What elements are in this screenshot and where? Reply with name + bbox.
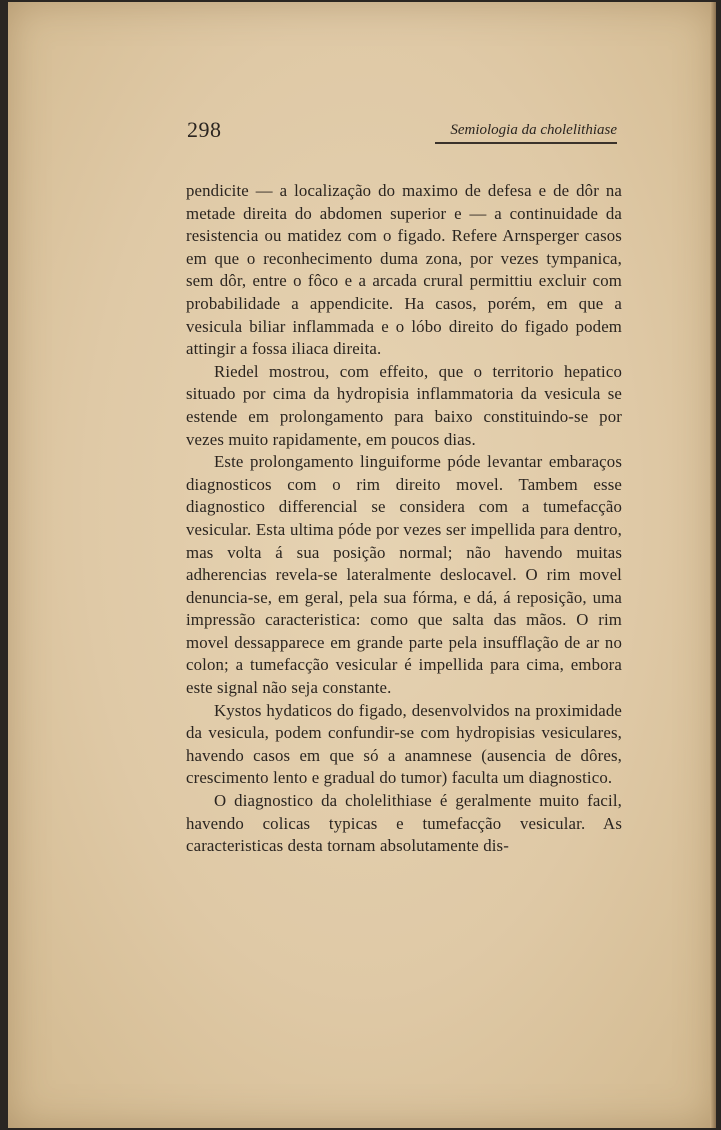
paragraph-3: Este prolongamento linguiforme póde levantar embaraços diagnosticos com o rim direito movel. Tambem esse diagnostico differencial se considera com a tumefacção vesicular. Esta ultima póde por vezes ser impellida para dentro, mas volta á sua posição normal; não havendo muitas adherencias revela-se lateralmente deslocavel. O rim movel denuncia-se, em geral, pela sua fórma, e dá, á reposição, uma impressão caracteristica: como que salta das mãos. O rim movel dessapparece em grande parte pela insufflação de ar no colon; a tumefacção vesicular é impellida para cima, embora este signal não seja constante. — [186, 452, 622, 698]
page-edge — [710, 2, 716, 1128]
paragraph-1: pendicite — a localização do maximo de defesa e de dôr na metade direita do abdomen superior e — a continuidade da resistencia ou matidez com o figado. Refere Arnsperger casos em que o reconhecimento duma zona, por vezes tympanica, sem dôr, entre o fôco e a arcada crural permittiu excluir com probabilidade a appendicite. Ha casos, porém, em que a vesicula biliar inflammada e o lóbo direito do figado podem attingir a fossa iliaca direita. — [186, 181, 622, 359]
body-text — [186, 180, 622, 858]
paragraph-4: Kystos hydaticos do figado, desenvolvidos na proximidade da vesicula, podem confundir-se com hydropisias vesiculares, havendo casos em que só a anamnese (ausencia de dôres, crescimento lento e gradual do tumor) faculta um diagnostico. — [186, 700, 622, 788]
running-title: Semiologia da cholelithiase — [450, 122, 617, 138]
book-page — [8, 2, 716, 1128]
header-rule — [435, 142, 617, 144]
page-number: 298 — [187, 117, 222, 142]
page-header — [187, 117, 617, 145]
paragraph-2: Riedel mostrou, com effeito, que o territorio hepatico situado por cima da hydropisia inflammatoria da vesicula se estende em prolongamento para baixo constituindo-se por vezes muito rapidamente, em poucos dias. — [186, 361, 622, 449]
paragraph-5: O diagnostico da cholelithiase é geralmente muito facil, havendo colicas typicas e tumefacção vesicular. As caracteristicas desta tornam absolutamente dis- — [186, 791, 622, 856]
